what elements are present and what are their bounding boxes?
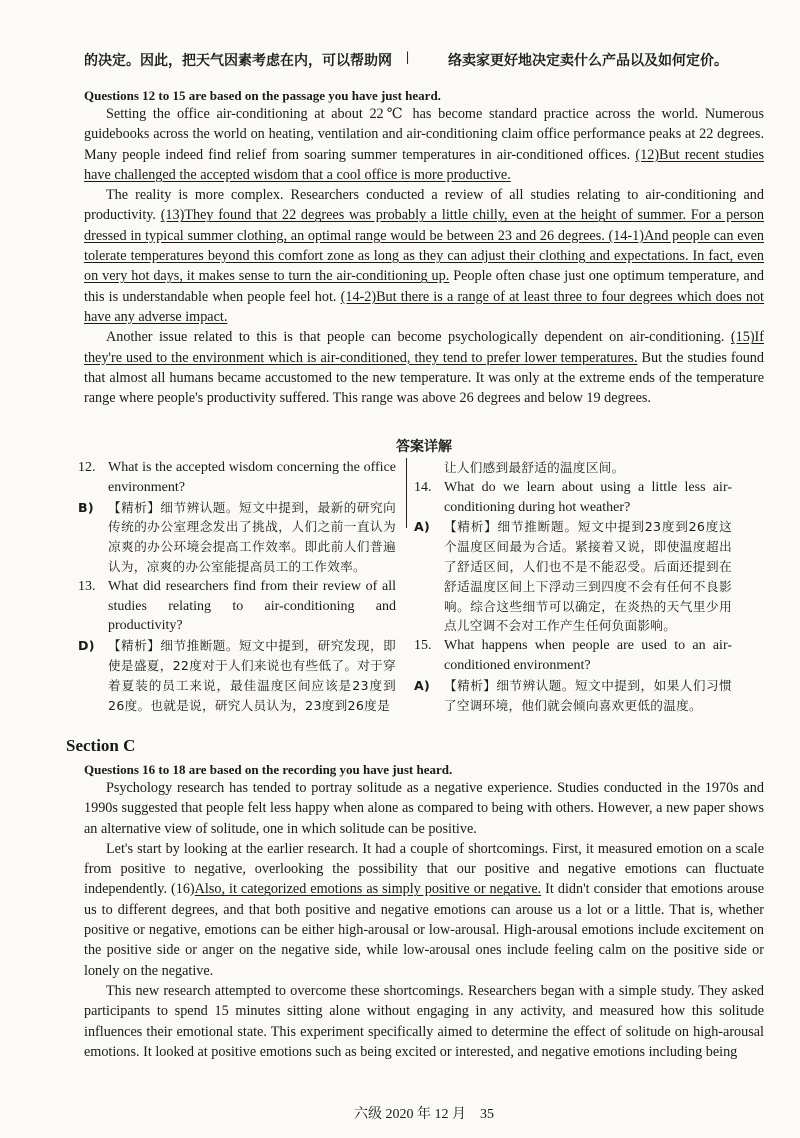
page-footer: 六级 2020 年 12 月 35: [354, 1107, 494, 1122]
p2c-text-b: It didn't consider that emotions arouse us to different degrees, and that both positive and negative emotions can arouse us a lot or a little. That is, whether positive or negative, emotions can be either high-arousal or low-arousal. High-arousal emotions include excitement on the positive side or anger on the negative side, while low-arousal ones include feeling calm on the positive side or lonely on the negative.: [84, 881, 765, 979]
question-text: What did researchers find from their review of all studies relating to air-conditioning and productivity?: [108, 578, 396, 634]
question-15: [414, 636, 732, 676]
answer-explanation: 【精析】细节推断题。短文中提到23度到26度这个温度区间最为合适。紧接着又说，即使温度超出了舒适区间，人们也不是不能忍受。后面还提到在舒适温度区间上下浮动三到四度不会有任何不良影响。综合这些细节可以确定，在炎热的天气里少用点儿空调不会对工作产生任何负面影响。: [444, 519, 732, 634]
p1-underlined: (12)But recent studies have challenged the accepted wisdom that a cool office is more productive.: [84, 146, 764, 183]
question-text: What do we learn about using a little less air-conditioning during hot weather?: [444, 479, 732, 515]
answer-13-continued: [420, 458, 732, 478]
question-number: 14.: [414, 479, 432, 495]
question-number: 15.: [414, 638, 432, 654]
question-text: What is the accepted wisdom concerning the office environment?: [108, 460, 396, 495]
answer-13: [78, 636, 396, 715]
answer-letter: A): [414, 677, 431, 693]
p3-text-b: But the studies found that almost all humans became accustomed to the new temperature. It was only at the extreme ends of the temperature range where people's productivity suffered. This range was above 26 degrees and below 19 degrees.: [84, 349, 764, 407]
questions-16-18-heading: Questions 16 to 18 are based on the recording you have just heard.: [84, 762, 453, 777]
top-line-left: 的决定。因此，把天气因素考虑在内，可以帮助网: [84, 54, 392, 69]
passage-section-c: [84, 762, 764, 1062]
questions-12-15-heading: Questions 12 to 15 are based on the passage you have just heard.: [84, 88, 441, 103]
answers-left-column: [78, 458, 396, 715]
answer-explanation: 【精析】细节推断题。短文中提到，研究发现，即使是盛夏，22度对于人们来说也有些低了。对于穿着夏装的员工来说，最佳温度区间应该是23度到26度。也就是说，研究人员认为，23度到26度是: [108, 638, 396, 713]
p2-text-b: People often chase just one optimum temperature, and this is understandable when people feel hot.: [84, 268, 765, 305]
passage1-paragraph-3: [84, 327, 764, 408]
p2-underlined-2: (14-2)But there is a range of at least three to four degrees which does not have any adverse impact.: [84, 288, 764, 325]
section-c-title: Section C: [66, 736, 136, 755]
question-number: 13.: [78, 578, 96, 594]
p2c-text-a: Let's start by looking at the earlier research. It had a couple of shortcomings. First, it measured emotion on a scale from positive to negative, overlooking the possibility that our positive and negative emotions can fluctuate independently. (16): [84, 840, 764, 898]
passage2-paragraph-2: [84, 839, 764, 981]
p3-underlined: (15)If they're used to the environment which is air-conditioned, they tend to prefer lower temperatures.: [84, 329, 764, 366]
answer-letter: D): [78, 638, 95, 654]
answers-title-band: [84, 436, 764, 458]
question-14: [414, 478, 732, 518]
answers-title: 答案详解: [388, 440, 460, 455]
p1-text: Setting the office air-conditioning at about 22℃ has become standard practice across the world. Numerous guidebooks across the world on heating, ventilation and air-conditioning claim office performance peaks at 22 degrees. Many people indeed find relief from soaring summer temperatures in air-conditioned offices.: [84, 106, 764, 163]
column-divider: [406, 458, 407, 528]
answer-explanation: 【精析】细节辨认题。短文中提到，如果人们习惯了空调环境，他们就会倾向喜欢更低的温度。: [444, 677, 732, 713]
p3-text-a: Another issue related to this is that people can become psychologically dependent on air-conditioning.: [106, 329, 731, 346]
answer-letter: A): [414, 519, 431, 535]
passage1-paragraph-1: [84, 104, 764, 185]
question-12: [78, 458, 396, 498]
answer-letter: B): [78, 499, 94, 515]
question-text: What happens when people are used to an air-conditioned environment?: [444, 638, 732, 673]
answer-15: [414, 676, 732, 716]
question-number: 12.: [78, 460, 96, 475]
question-13: [78, 577, 396, 636]
answer-explanation: 【精析】细节辨认题。短文中提到，最新的研究向传统的办公室理念发出了挑战，人们之前一直认为凉爽的办公环境会提高工作效率。即此前人们普遍认为，凉爽的办公室能提高员工的工作效率。: [108, 499, 396, 574]
p2-underlined-1: (13)They found that 22 degrees was probably a little chilly, even at the height of summer. For a person dressed in typical summer clothing, an optimal range would be between 23 and 26 degrees. (14-1)And people can even tolerate temperatures beyond this comfort zone as long as they can adjust their clothing and expectations. In fact, even on very hot days, it makes sense to turn the air-conditioning up.: [84, 207, 764, 285]
answer-explanation-continued: 让人们感到最舒适的温度区间。: [444, 460, 625, 475]
p2-text-a: The reality is more complex. Researchers conducted a review of all studies relating to air-conditioning and productivity.: [84, 187, 764, 224]
answer-14: [414, 517, 732, 636]
passage2-paragraph-1: Psychology research has tended to portray solitude as a negative experience. Studies conducted in the 1970s and 1990s suggested that people felt less happy when alone as compared to being with others. However, a new paper shows an alternative view of solitude, one in which solitude can be positive.: [84, 780, 764, 837]
top-line-right: 络卖家更好地决定卖什么产品以及如何定价。: [448, 54, 728, 69]
top-line-separator: |: [406, 50, 410, 65]
p2c-underlined: Also, it categorized emotions as simply positive or negative.: [194, 881, 542, 898]
answer-12: [78, 498, 396, 577]
passage2-paragraph-3: This new research attempted to overcome these shortcomings. Researchers began with a simple study. They asked participants to spend 15 minutes sitting alone without engaging in any activity, and measured how this solitude influences their emotional state. This experiment specifically aimed to determine the effect of solitude on high-arousal emotions. It looked at positive emotions such as being excited or interested, and negative emotions including being: [84, 982, 764, 1060]
passage-section-b: [84, 88, 764, 408]
passage1-paragraph-2: [84, 185, 764, 327]
answers-right-column: [414, 458, 732, 715]
